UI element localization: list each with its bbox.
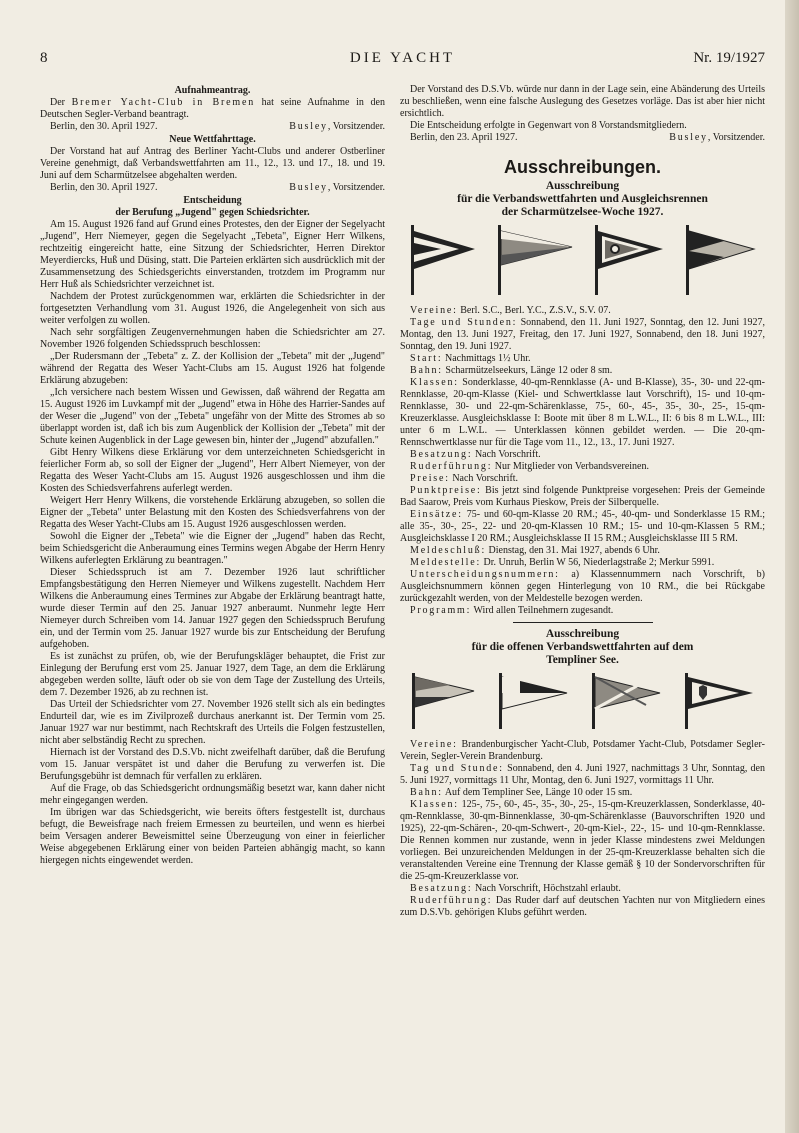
heading-wettfahrttage: Neue Wettfahrttage. [169,134,256,145]
paragraph: Besatzung: Nach Vorschrift. [410,449,541,460]
paragraph: Vereine: Berl. S.C., Berl. Y.C., Z.S.V., S.V. 07. [410,305,611,316]
heading-entscheidung: Entscheidung [183,195,242,206]
paragraph: Tag und Stunde: Sonnabend, den 4. Juni 1927, nachmittags 3 Uhr, Sonntag, den 5. Juni 1927, vormittags 11 Uhr, Montag, den 6. Juni 1927, vormittags 11 Uhr. [400,763,765,786]
paragraph: Im übrigen war das Schiedsgericht, wie bereits öfters festgestellt ist, durchaus befugt, die Beweisfrage nach freiem Ermessen zu beurteilen, und wenn es hierbei beim Versagen anderer Beweismittel seine Überzeugung von einer in feierlicher Weise abgegebenen Erklärung einer von beiden Parteien abhängig macht, so kann hiergegen nichts eingewendet werden. [40,807,385,866]
paragraph: Bahn: Auf dem Templiner See, Länge 10 oder 15 sm. [410,787,633,798]
paragraph: Auf die Frage, ob das Schiedsgericht ordnungsmäßig besetzt war, kann daher nicht mehr eingegangen werden. [40,783,385,806]
left-column [40,84,385,867]
signature-line: Berlin, den 30. April 1927. Busley, Vorsitzender. [50,182,385,193]
paragraph: Unterscheidungsnummern: a) Klassennummern nach Vorschrift, b) Ausgleichsnummern können gegen Hinterlegung von 10 RM., die bei Rückgabe zurückgezahlt werden, von der Meldestelle bezogen werden. [400,569,765,604]
club-pennants-row [400,673,765,731]
paragraph: Einsätze: 75- und 60-qm-Klasse 20 RM.; 45-, 40-qm- und Sonderklasse 15 RM.; alle 35-, 30-, 25-, 22- und 20-qm-Klassen 10 RM.; 15- und 10-qm-Klassen 5 RM.; Ausgleichsklasse I 20 RM.; Ausgleichsklasse II 15 RM.; Ausgleichsklasse III 5 RM. [400,509,765,544]
pennant-potsdamer-sv-icon [590,673,662,729]
paragraph: Hiernach ist der Vorstand des D.S.Vb. nicht zweifelhaft darüber, daß die Berufung vom 15. Januar verspätet ist und daher die Berufung zu verwerfen ist. Die Berufungsgebühr ist demnach für verfallen zu erklären. [40,747,385,782]
paragraph: Meldestelle: Dr. Unruh, Berlin W 56, Niederlagstraße 2; Merkur 5991. [410,557,715,568]
pennant-berl-sc-icon [409,225,477,295]
signature-line: Berlin, den 23. April 1927. Busley, Vorsitzender. [410,132,765,143]
heading-berufung: der Berufung „Jugend" gegen Schiedsrichter. [115,207,310,218]
heading-aufnahmeantrag: Aufnahmeantrag. [174,85,251,96]
paragraph: „Ich versichere nach bestem Wissen und Gewissen, daß während der Regatta am 15. August 1926 im Luvkampf mit der „Jugend" etwa in Höhe des Harrier-Sandes auf der Weser die „Jugend" von der „Tebeta" ungefähr von der Mitte des Stromes ab so überlappt worden ist, daß ich bis zum Augenblick der Kollision der „Tebeta" mit der Schute keinen Augenblick in der Lage gewesen bin, hinter der „Jugend" abzufallen." [40,387,385,446]
announcement-title: Ausschreibung [545,628,620,640]
section-title: Ausschreibungen. [503,157,662,177]
paragraph: Der Vorstand des D.S.Vb. würde nur dann in der Lage sein, eine Abänderung des Urteils zu beschließen, wenn eine falsche Auslegung des Gesetzes vorläge. Das ist aber hier nicht ersichtlich. [400,84,765,119]
paragraph: Besatzung: Nach Vorschrift, Höchstzahl erlaubt. [410,883,621,894]
right-column [400,84,765,919]
section-divider [513,622,653,623]
page-header [40,50,765,70]
paragraph: Start: Nachmittags 1½ Uhr. [410,353,531,364]
paragraph: Der Bremer Yacht-Club in Bremen hat seine Aufnahme in den Deutschen Segler-Verband beantragt. [40,97,385,120]
paragraph: Klassen: 125-, 75-, 60-, 45-, 35-, 30-, 25-, 15-qm-Kreuzerklassen, Sonderklasse, 40-qm-Rennklasse, 30-qm-Binnenklasse, 30-qm-Schärenklasse (Bauvorschriften 1920 und 1925), 22-qm-Schären-, 20-qm-Schwert-, 20-qm-Kiel-, 22-, 15- und 10-qm-Rennklasse. Die Rennen kommen nur zustande, wenn in jeder Klasse mindestens zwei Meldungen vorliegen. Bei unzureichenden Meldungen in der 25-qm-Kreuzerklasse behalten sich die veranstaltenden Vereine eine Trennung der Klasse gemäß § 10 der Sondervorschriften für die 25-qm-Kreuzerklasse vor. [400,799,765,882]
announcement-subtitle: der Scharmützelsee-Woche 1927. [501,206,664,218]
pennant-berl-yc-icon [496,225,574,295]
club-pennants-row [400,225,765,297]
announcement-subtitle: Templiner See. [546,654,619,666]
journal-title: DIE YACHT [349,50,456,66]
paragraph: Bahn: Scharmützelseekurs, Länge 12 oder 8 sm. [410,365,613,376]
announcement-title: Ausschreibung [545,180,620,192]
paragraph: Weigert Herr Henry Wilkens, die vorstehende Erklärung abzugeben, so sollen die Eigner der „Tebeta" unter Belastung mit den Kosten des Schiedsverfahrens von der Regatta des Weser Yacht-Clubs am 15. August 1926 ausgeschlossen werden. [40,495,385,530]
paragraph: Am 15. August 1926 fand auf Grund eines Protestes, den der Eigner der Segelyacht „Jugend", Herr Niemeyer, gegen die Segelyacht „Tebeta", Eigner Herr Wilkens, rechtzeitig eingereicht hatte, eine Sitzung der Schiedsrichter, Herren Direktor Meyerdiercks, Huß und Düsing, statt. Die Parteien erklärten sich ausdrücklich mit der Zusammensetzung des Schiedsgerichts einverstanden, trotzdem im Programm nur Herr Huß als Schiedsrichter verzeichnet ist. [40,219,385,290]
paragraph: Tage und Stunden: Sonnabend, den 11. Juni 1927, Sonntag, den 12. Juni 1927, Montag, den 13. Juni 1927, Freitag, den 17. Juni 1927, Sonnabend, den 18. Juni 1927, Sonntag, den 19. Juni 1927. [400,317,766,352]
paragraph: Die Entscheidung erfolgte in Gegenwart von 8 Vorstandsmitgliedern. [410,120,687,131]
paragraph: Das Urteil der Schiedsrichter vom 27. November 1926 stellt sich als ein bedingtes Endurteil dar, wie es im Zivilprozeß durchaus anerkannt ist. Der Termin vom 25. Januar 1927 war nur bestimmt, nach Rechtskraft des Urteils die Folgen festzustellen, nicht aber selbständig Recht zu sprechen. [40,699,385,746]
pennant-zsv-icon [593,225,665,295]
pennant-sv07-icon [684,225,756,295]
paragraph: Es ist zunächst zu prüfen, ob, wie der Berufungskläger behauptet, die Frist zur Einlegung der Berufung erst vom 25. Januar 1927, dem Tage, an dem die Erklärung abgegeben werden sollte, läuft oder ob sie von dem Tage der Zustellung des Urteils, dem 7. Dezember 1926, ab zu rechnen ist. [40,651,385,698]
paragraph: Nachdem der Protest zurückgenommen war, erklärten die Schiedsrichter in der fortgesetzten Verhandlung vom 31. August 1926, die Angelegenheit von sich aus weiter verfolgen zu wollen. [40,291,385,326]
paragraph: „Der Rudersmann der „Tebeta" z. Z. der Kollision der „Tebeta" mit der „Jugend" während der Regatta des Weser Yacht-Clubs am 15. August 1926 hat folgende Erklärung abzugeben: [40,351,385,386]
paragraph: Dieser Schiedsspruch ist am 7. Dezember 1926 laut schriftlicher Empfangsbestätigung den Herren Niemeyer und Wilkens zugestellt. Nachdem Herr Wilkens die Anberaumung eines Termines zur Abgabe der Erklärung beantragt hatte, wurde dieser Termin auf den 25. Januar 1927 anberaumt. Nunmehr legte Herr Niemeyer durch Schreiben vom 14. Januar 1927 gegen den Schiedsspruch Berufung ein, und der Termin vom 25. Januar 1927 wurde bis zur Entscheidung der Berufung aufgehoben. [40,567,385,650]
pennant-potsdamer-yc-icon [497,673,569,729]
paragraph: Meldeschluß: Dienstag, den 31. Mai 1927, abends 6 Uhr. [410,545,660,556]
issue-number: Nr. 19/1927 [693,50,765,66]
page-number: 8 [40,50,48,66]
paragraph: Vereine: Brandenburgischer Yacht-Club, Potsdamer Yacht-Club, Potsdamer Segler-Verein, Segler-Verein Brandenburg. [400,739,765,762]
paragraph: Programm: Wird allen Teilnehmern zugesandt. [410,605,614,616]
paragraph: Sowohl die Eigner der „Tebeta" wie die Eigner der „Jugend" haben das Recht, beim Schiedsgericht die Anberaumung eines Termins wegen Abgabe der Herrn Henry Wilkens auferlegten Erklärung zu beantragen." [40,531,385,566]
paragraph: Ruderführung: Nur Mitglieder von Verbandsvereinen. [410,461,649,472]
paragraph: Punktpreise: Bis jetzt sind folgende Punktpreise vorgesehen: Preis der Gemeinde Bad Saarow, Preis vom Kurhaus Pieskow, Preis der Silberquelle. [400,485,765,508]
pennant-sv-brandenburg-icon [683,673,755,729]
paragraph: Preise: Nach Vorschrift. [410,473,519,484]
signature-line: Berlin, den 30. April 1927. Busley, Vorsitzender. [50,121,385,132]
paragraph: Nach sehr sorgfältigen Zeugenvernehmungen haben die Schiedsrichter am 27. November 1926 folgenden Schiedsspruch beschlossen: [40,327,385,350]
announcement-subtitle: für die offenen Verbandswettfahrten auf dem [471,641,694,653]
paragraph: Klassen: Sonderklasse, 40-qm-Rennklasse (A- und B-Klasse), 35-, 30- und 22-qm-Rennklasse, 20-qm-Klasse (Kiel- und Schwertklasse laut Vorschrift), 15- und 10-qm-Rennklasse, 30- und 22-qm-Schärenklasse, 75-, 60-, 45-, 35-, 30-, 25-, 15-qm-Kreuzerklasse. Ausgleichsklasse I: Boote mit über 8 m L.W.L., II: 6 bis 8 m L.W.L., III: unter 6 m L.W.L. — Unterklassen können gebildet werden. — Die 20-qm-Rennschwertklasse nur für die Tage vom 11., 12., 13., 17. Juni 1927. [400,377,765,448]
page-edge [785,0,799,1133]
paragraph: Ruderführung: Das Ruder darf auf deutschen Yachten nur von Mitgliedern eines zum D.S.Vb. gehörigen Klubs geführt werden. [400,895,765,918]
paragraph: Gibt Henry Wilkens diese Erklärung vor dem unterzeichneten Schiedsgericht in feierlicher Form ab, so soll der Eigner der „Jugend", Herr Albert Niemeyer, von der Regatta des Weser Yacht-Clubs am 15. August 1926 ausgeschlossen und ihm die Kosten des Schiedsverfahrens auferlegt werden. [40,447,385,494]
pennant-brandenburgischer-yc-icon [410,673,476,729]
announcement-subtitle: für die Verbandswettfahrten und Ausgleichsrennen [457,193,708,205]
paragraph: Der Vorstand hat auf Antrag des Berliner Yacht-Clubs und anderer Ostberliner Vereine genehmigt, daß Verbandswettfahrten am 11., 12., 13. und 17., 18. und 19. Juni auf dem Scharmützelsee abgehalten werden. [40,146,385,181]
